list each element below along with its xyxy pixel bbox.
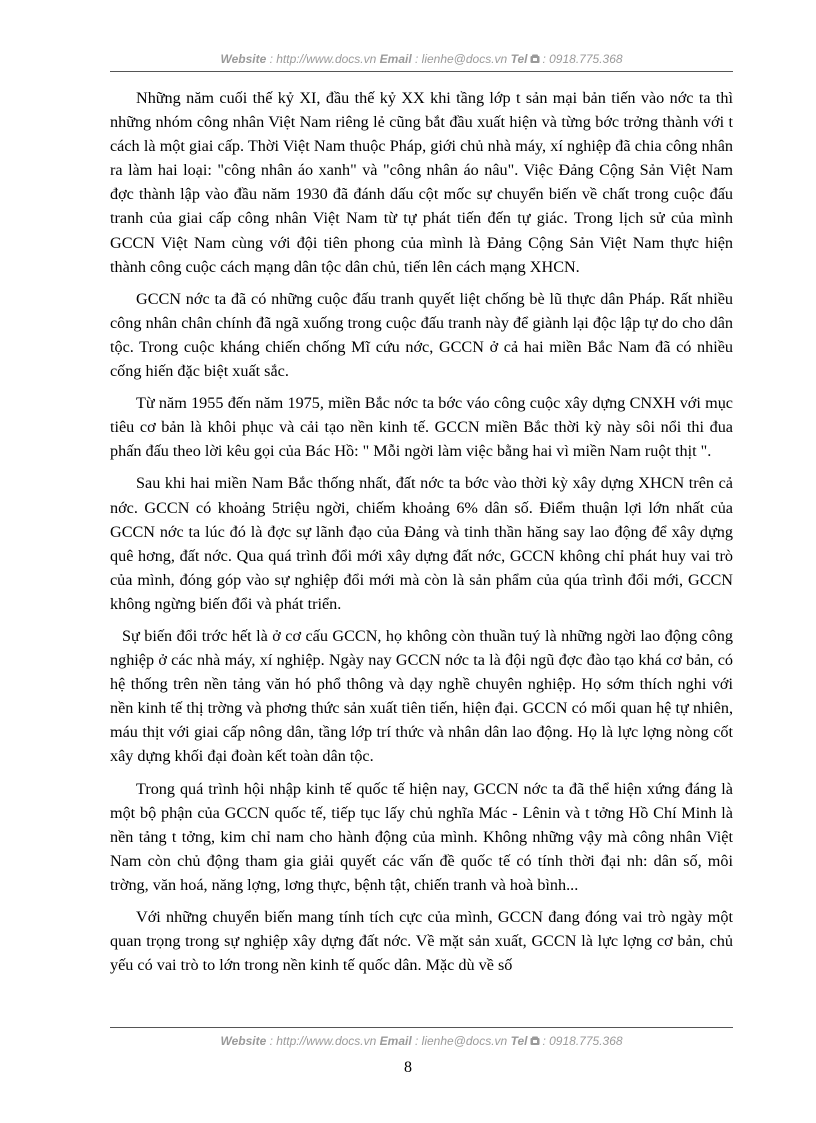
phone-icon	[530, 54, 540, 64]
header-email-value: : lienhe@docs.vn	[411, 52, 511, 66]
header-tel-label: Tel	[510, 52, 528, 66]
page-number: 8	[404, 1059, 412, 1076]
paragraph: Từ năm 1955 đến năm 1975, miền Bắc nớc ta bớc váo công cuộc xây dựng CNXH với mục tiêu cơ bản là khôi phục và cải tạo nền kinh tế. GCCN miền Bắc thời kỳ này sôi nổi thi đua phấn đấu theo lời kêu gọi của Bác Hồ: " Mỗi ngời làm việc bằng hai vì miền Nam ruột thịt ".	[110, 394, 733, 461]
footer-website-value: : http://www.docs.vn	[266, 1034, 380, 1048]
footer-tel-label: Tel	[510, 1034, 528, 1048]
footer-rule	[110, 1027, 733, 1028]
header-website-value: : http://www.docs.vn	[266, 52, 380, 66]
footer-website-label: Website	[220, 1034, 267, 1048]
phone-icon	[530, 1036, 540, 1046]
paragraph: GCCN nớc ta đã có những cuộc đấu tranh quyết liệt chống bè lũ thực dân Pháp. Rất nhiều công nhân chân chính đã ngã xuống trong cuộc đấu tranh này để giành lại độc lập tự do cho dân tộc. Trong cuộc kháng chiến chống Mĩ cứu nớc, GCCN ở cả hai miền Bắc Nam đã có nhiều cống hiến đặc biệt xuất sắc.	[110, 289, 733, 381]
page-footer	[110, 1034, 733, 1048]
paragraph: Với những chuyển biến mang tính tích cực của mình, GCCN đang đóng vai trò ngày một quan trọng trong sự nghiệp xây dựng đất nớc. Về mặt sản xuất, GCCN là lực lợng cơ bản, chủ yếu có vai trò to lớn trong nền kinh tế quốc dân. Mặc dù về số	[110, 908, 733, 975]
footer-email-value: : lienhe@docs.vn	[411, 1034, 511, 1048]
paragraph: Những năm cuối thế kỷ XI, đầu thế kỷ XX khi tầng lớp t sản mại bản tiến vào nớc ta thì những nhóm công nhân Việt Nam riêng lẻ cũng bắt đầu xuất hiện và từng bớc trởng thành với t cách là một giai cấp. Thời Việt Nam thuộc Pháp, giới chủ nhà máy, xí nghiệp đã chia công nhân ra làm hai loại: "công nhân áo xanh" và "công nhân áo nâu". Việc Đảng Cộng Sản Việt Nam đợc thành lập vào đầu năm 1930 đã đánh dấu cột mốc sự chuyển biến về chất trong cuộc đấu tranh của giai cấp công nhân Việt Nam từ tự phát tiến đến tự giác. Trong lịch sử của mình GCCN Việt Nam cùng với đội tiên phong của mình là Đảng Cộng Sản Việt Nam thực hiện thành công cuộc cách mạng dân tộc dân chủ, tiến lên cách mạng XHCN.	[110, 89, 733, 276]
page-header	[110, 52, 733, 66]
header-email-label: Email	[379, 52, 412, 66]
document-body	[110, 86, 733, 985]
paragraph: Trong quá trình hội nhập kinh tế quốc tế hiện nay, GCCN nớc ta đã thể hiện xứng đáng là một bộ phận của GCCN quốc tế, tiếp tục lấy chủ nghĩa Mác - Lênin và t tởng Hồ Chí Minh là nền tảng t tởng, kim chỉ nam cho hành động của mình. Không những vậy mà công nhân Việt Nam còn chủ động tham gia giải quyết các vấn đề quốc tế có tính thời đại nh: dân số, môi trờng, văn hoá, năng lợng, lơng thực, bệnh tật, chiến tranh và hoà bình...	[110, 779, 733, 894]
paragraph: Sự biến đổi trớc hết là ở cơ cấu GCCN, họ không còn thuần tuý là những ngời lao động công nghiệp ở các nhà máy, xí nghiệp. Ngày nay GCCN nớc ta là đội ngũ đợc đào tạo khá cơ bản, có hệ thống trên nền tảng văn hó phổ thông và dạy nghề chuyên nghiệp. Họ sớm thích nghi với nền kinh tế thị trờng và phơng thức sản xuất tiên tiến, hiện đại. GCCN có mối quan hệ tự nhiên, máu thịt với giai cấp nông dân, tầng lớp trí thức và nhân dân lao động. Họ là lực lợng nòng cốt xây dựng khối đại đoàn kết toàn dân tộc.	[110, 626, 733, 766]
footer-email-label: Email	[379, 1034, 412, 1048]
header-website-label: Website	[220, 52, 267, 66]
header-tel-value: : 0918.775.368	[542, 52, 623, 66]
paragraph: Sau khi hai miền Nam Bắc thống nhất, đất nớc ta bớc vào thời kỳ xây dựng XHCN trên cả nớc. GCCN có khoảng 5triệu ngời, chiếm khoảng 6% dân số. Điểm thuận lợi lớn nhất của GCCN nớc ta lúc đó là đợc sự lãnh đạo của Đảng và tinh thần hăng say lao động để xây dựng quê hơng, đất nớc. Qua quá trình đổi mới xây dựng đất nớc, GCCN không chỉ phát huy vai trò của mình, đóng góp vào sự nghiệp đổi mới mà còn là sản phẩm của qúa trình đổi mới, GCCN không ngừng biến đổi và phát triển.	[110, 474, 733, 613]
header-rule	[110, 71, 733, 72]
footer-tel-value: : 0918.775.368	[542, 1034, 623, 1048]
